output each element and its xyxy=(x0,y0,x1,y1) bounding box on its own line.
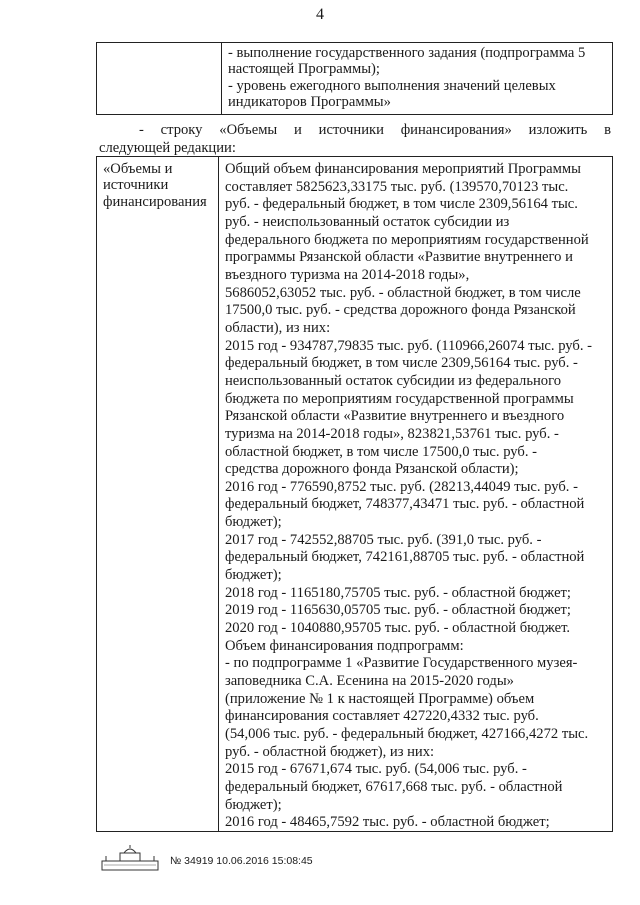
instruction-line: - строку «Объемы и источники финансирования» изложить в xyxy=(139,122,611,138)
funding-content-line: федеральный бюджет, 742161,88705 тыс. руб. - областной xyxy=(225,549,585,566)
funding-content-line: программы Рязанской области «Развитие внутреннего и xyxy=(225,249,573,266)
funding-content-line: средства дорожного фонда Рязанской области); xyxy=(225,461,519,478)
funding-content-line: въездного туризма на 2014-2018 годы», xyxy=(225,266,470,283)
funding-content-line: федерального бюджета по мероприятиям государственной xyxy=(225,231,589,248)
top-table-fragment xyxy=(96,42,613,115)
funding-content-line: (54,006 тыс. руб. - федеральный бюджет, 427166,4272 тыс. xyxy=(225,726,589,742)
funding-content-line: финансирования составляет 427220,4332 тыс. руб. xyxy=(225,708,539,725)
funding-content-line: - по подпрограмме 1 «Развитие Государственного музея- xyxy=(225,655,578,672)
funding-content-line: федеральный бюджет, в том числе 2309,56164 тыс. руб. - xyxy=(225,355,578,372)
funding-content-line: бюджет); xyxy=(225,567,282,584)
funding-content-line: неиспользованный остаток субсидии из федерального xyxy=(225,372,562,389)
funding-content-line: 2019 год - 1165630,05705 тыс. руб. - областной бюджет; xyxy=(225,602,571,619)
page-number: 4 xyxy=(316,6,324,23)
funding-content-line: 2016 год - 48465,7592 тыс. руб. - областной бюджет; xyxy=(225,814,550,831)
funding-content-line: 2015 год - 934787,79835 тыс. руб. (110966,26074 тыс. руб. - xyxy=(225,337,592,354)
funding-content-line: Объем финансирования подпрограмм: xyxy=(225,637,464,654)
funding-content-line: областной бюджет, в том числе 17500,0 тыс. руб. - xyxy=(225,443,537,460)
funding-content-line: 2016 год - 776590,8752 тыс. руб. (28213,44049 тыс. руб. - xyxy=(225,478,578,495)
funding-content-line: Общий объем финансирования мероприятий Программы xyxy=(225,161,581,177)
funding-content-line: области), из них: xyxy=(225,319,331,336)
funding-table-content-cell xyxy=(218,157,612,831)
funding-content-line: 2015 год - 67671,674 тыс. руб. (54,006 тыс. руб. - xyxy=(225,761,527,778)
funding-content-line: заповедника С.А. Есенина на 2015-2020 годы» xyxy=(225,673,514,690)
funding-content-line: бюджет); xyxy=(225,796,282,813)
top-table-line: - выполнение государственного задания (подпрограмма 5 xyxy=(228,45,586,61)
funding-content-line: 5686052,63052 тыс. руб. - областной бюджет, в том числе xyxy=(225,284,581,301)
funding-table xyxy=(96,156,613,832)
funding-content-line: федеральный бюджет, 67617,668 тыс. руб. - областной xyxy=(225,778,563,795)
funding-content-line: руб. - областной бюджет), из них: xyxy=(225,743,435,760)
funding-content-line: федеральный бюджет, 748377,43471 тыс. руб. - областной xyxy=(225,496,585,513)
document-footer xyxy=(100,845,360,875)
funding-label-line: финансирования xyxy=(103,193,207,210)
funding-label-line: источники xyxy=(103,177,169,194)
top-table-line: - уровень ежегодного выполнения значений целевых xyxy=(228,77,556,94)
top-table-line: индикаторов Программы» xyxy=(228,94,391,111)
funding-content-line: туризма на 2014-2018 годы», 823821,53761 тыс. руб. - xyxy=(225,425,559,442)
funding-label-line: «Объемы и xyxy=(103,161,173,177)
funding-content-line: руб. - федеральный бюджет, в том числе 2309,56164 тыс. xyxy=(225,196,578,213)
funding-table-label-cell xyxy=(97,157,217,831)
funding-content-line: бюджета по мероприятиям государственной программы xyxy=(225,390,574,407)
funding-content-line: Рязанской области «Развитие внутреннего и въездного xyxy=(225,408,565,425)
instruction-paragraph xyxy=(99,121,611,157)
funding-content-line: бюджет); xyxy=(225,514,282,531)
funding-content-line: 17500,0 тыс. руб. - средства дорожного фонда Рязанской xyxy=(225,302,576,319)
registration-stamp: № 34919 10.06.2016 15:08:45 xyxy=(170,855,313,867)
funding-content-line: 2018 год - 1165180,75705 тыс. руб. - областной бюджет; xyxy=(225,584,571,601)
building-logo-icon xyxy=(100,845,160,873)
funding-content-line: руб. - неиспользованный остаток субсидии из xyxy=(225,213,510,230)
funding-content-line: (приложение № 1 к настоящей Программе) объем xyxy=(225,690,535,707)
top-table-right-cell xyxy=(221,43,612,114)
funding-content-line: 2017 год - 742552,88705 тыс. руб. (391,0 тыс. руб. - xyxy=(225,531,542,548)
funding-content-line: 2020 год - 1040880,95705 тыс. руб. - областной бюджет. xyxy=(225,620,571,637)
funding-content-line: составляет 5825623,33175 тыс. руб. (139570,70123 тыс. xyxy=(225,178,569,195)
top-table-line: настоящей Программы); xyxy=(228,61,380,78)
instruction-line: следующей редакции: xyxy=(99,140,236,156)
